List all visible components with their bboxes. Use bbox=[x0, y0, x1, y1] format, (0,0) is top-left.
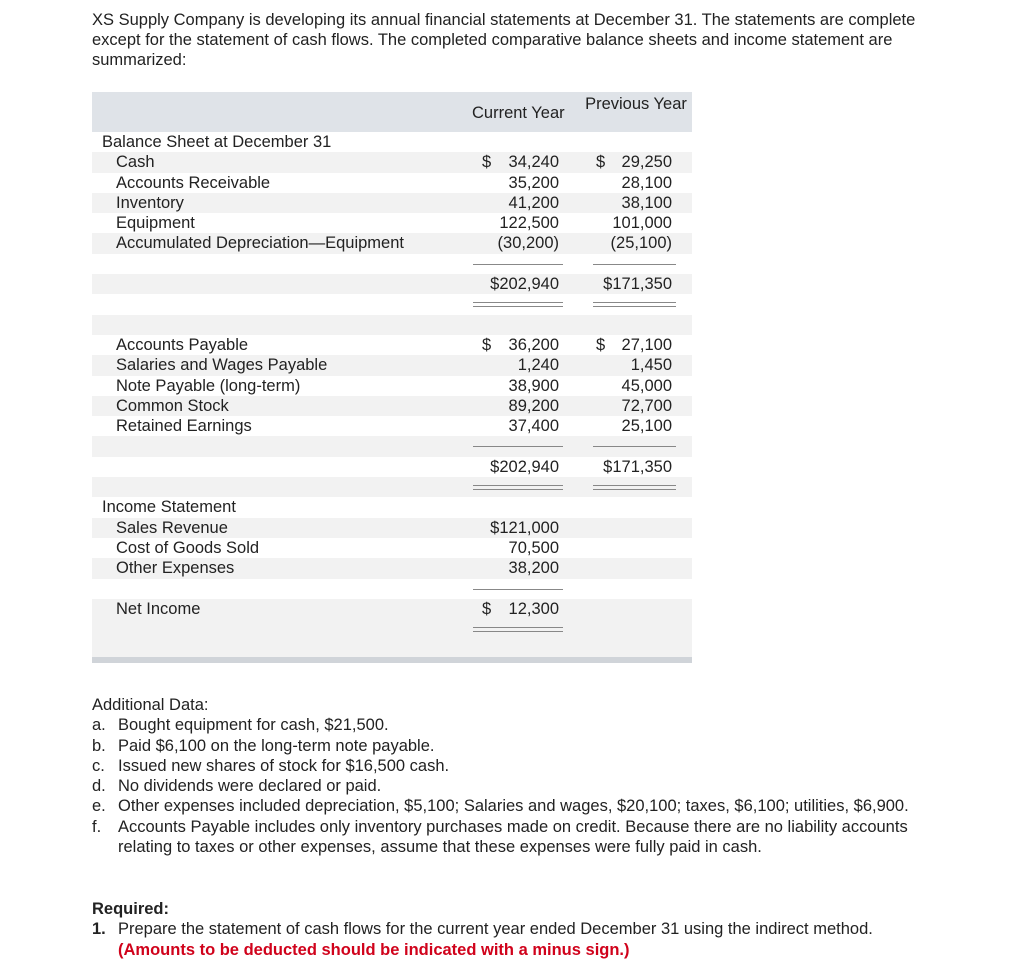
financial-table bbox=[92, 92, 692, 660]
col-current-year: Current Year bbox=[472, 104, 565, 122]
income-statement-title: Income Statement bbox=[102, 498, 236, 517]
table-row: Retained Earnings 37,400 25,100 bbox=[116, 417, 672, 436]
list-item: e. Other expenses included depreciation, $5,100; Salaries and wages, $20,100; taxes, $6,100; utilities, $6,900. bbox=[92, 797, 909, 816]
assets-total-row: $202,940 $171,350 bbox=[92, 274, 692, 294]
table-row: Cost of Goods Sold 70,500 bbox=[116, 538, 559, 557]
intro-paragraph: XS Supply Company is developing its annual financial statements at December 31. The statements are complete except for the statement of cash flows. The completed comparative balance sheets and income statement are summarized: bbox=[92, 11, 916, 69]
list-item: a. Bought equipment for cash, $21,500. bbox=[92, 716, 389, 735]
dollar-sign: $ bbox=[482, 599, 492, 618]
additional-data bbox=[92, 695, 922, 857]
subtotal-rule bbox=[473, 589, 563, 590]
dollar-sign: $ bbox=[596, 335, 606, 354]
total-double-rule bbox=[473, 627, 563, 628]
list-item: c. Issued new shares of stock for $16,500 cash. bbox=[92, 756, 450, 775]
dollar-sign: $ bbox=[596, 153, 606, 172]
total-double-rule bbox=[593, 302, 676, 303]
col-previous-year: Previous Year bbox=[585, 95, 687, 113]
table-row: Salaries and Wages Payable 1,240 1,450 bbox=[92, 355, 692, 375]
required-item: 1. Prepare the statement of cash flows for the current year ended December 31 using the indirect method. bbox=[92, 920, 873, 939]
table-row: Equipment 122,500 101,000 bbox=[116, 214, 672, 233]
required-section bbox=[92, 899, 942, 960]
subtotal-rule bbox=[593, 264, 676, 265]
table-row: Common Stock 89,200 72,700 bbox=[92, 396, 692, 416]
balance-sheet-title: Balance Sheet at December 31 bbox=[102, 133, 332, 151]
table-row: Other Expenses 38,200 bbox=[92, 558, 692, 578]
list-item: f. Accounts Payable includes only inventory purchases made on credit. Because there are no liability accounts relating to taxes or other expenses, assume that these expenses were fully paid in cash. bbox=[92, 817, 908, 857]
table-row: Accumulated Depreciation—Equipment (30,200) (25,100) bbox=[92, 233, 692, 253]
table-row: Accounts Receivable 35,200 28,100 bbox=[116, 173, 672, 192]
dollar-sign: $ bbox=[482, 335, 492, 354]
total-double-rule bbox=[473, 485, 563, 486]
net-income-row: Net Income $ 12,300 bbox=[92, 599, 692, 619]
table-footer-bar bbox=[92, 657, 692, 663]
required-title: Required: bbox=[92, 900, 170, 918]
liabilities-total-row: $202,940 $171,350 bbox=[490, 457, 672, 476]
dollar-sign: $ bbox=[482, 153, 492, 172]
table-row: Cash $ 34,240 $ 29,250 bbox=[92, 152, 692, 172]
list-item: b. Paid $6,100 on the long-term note payable. bbox=[92, 736, 435, 755]
minus-sign-note: (Amounts to be deducted should be indicated with a minus sign.) bbox=[118, 940, 630, 959]
table-row: Accounts Payable $ 36,200 $ 27,100 bbox=[116, 335, 672, 354]
table-row: Sales Revenue $121,000 bbox=[92, 518, 692, 538]
subtotal-rule bbox=[473, 446, 563, 447]
additional-data-title: Additional Data: bbox=[92, 696, 209, 714]
table-header bbox=[92, 92, 692, 132]
total-double-rule bbox=[593, 485, 676, 486]
subtotal-rule bbox=[593, 446, 676, 447]
list-item: d. No dividends were declared or paid. bbox=[92, 777, 382, 796]
subtotal-rule bbox=[473, 264, 563, 265]
table-row: Note Payable (long-term) 38,900 45,000 bbox=[116, 376, 672, 395]
table-row: Inventory 41,200 38,100 bbox=[92, 193, 692, 213]
total-double-rule bbox=[473, 302, 563, 303]
